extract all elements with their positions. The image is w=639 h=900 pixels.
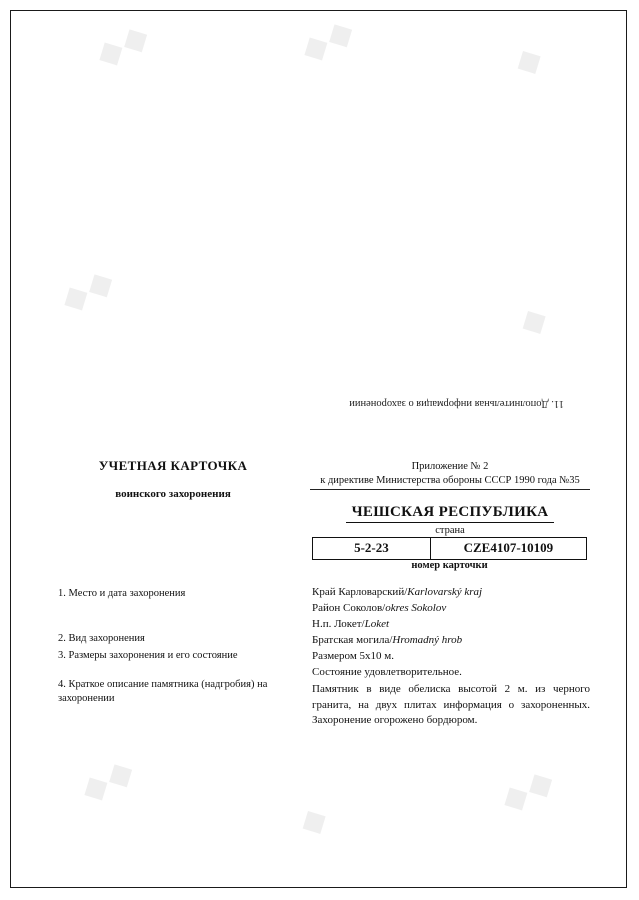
scan-blotch: ◆ xyxy=(508,37,551,84)
value-district-ru: Район Соколов/ xyxy=(312,602,386,614)
value-region-ru: Край Карловарский/ xyxy=(312,586,408,598)
table-row xyxy=(313,538,587,560)
scan-blotch: ◆◆ xyxy=(89,15,157,75)
value-settlement-lat: Loket xyxy=(364,618,390,630)
scan-blotch: ◆◆ xyxy=(54,260,122,320)
card-title-block xyxy=(58,458,288,500)
scan-blotch: ◆ xyxy=(293,797,336,844)
value-burial-type xyxy=(312,634,462,646)
scan-blotch: ◆◆ xyxy=(294,10,362,70)
field-label-size-condition: 3. Размеры захоронения и его состояние xyxy=(58,650,238,661)
value-monument-description: Памятник в виде обелиска высотой 2 м. из черного гранита, на двух плитах информация о захороненных. Захоронение огорожено бордюром. xyxy=(312,683,590,727)
card-number-caption: номер карточки xyxy=(411,560,488,571)
field-label-burial-type: 2. Вид захоронения xyxy=(58,633,145,644)
field-label-monument-description: 4. Краткое описание памятника (надгробия) на захоронении xyxy=(58,679,268,705)
country-label: страна xyxy=(435,525,465,536)
appendix-number: Приложение № 2 xyxy=(411,461,489,472)
value-district xyxy=(312,602,446,614)
country-name: ЧЕШСКАЯ РЕСПУБЛИКА xyxy=(346,504,555,523)
scan-blotch: ◆◆ xyxy=(74,750,142,810)
appendix-directive: к директиве Министерства обороны СССР 1990 года №35 xyxy=(310,474,590,490)
card-subtitle: воинского захоронения xyxy=(115,488,231,500)
additional-info-note: 11. Дополнительная информация о захоронении xyxy=(349,398,564,409)
value-size: Размером 5х10 м. xyxy=(312,650,394,662)
value-settlement-ru: Н.п. Локет/ xyxy=(312,618,365,630)
value-type-ru: Братская могила/ xyxy=(312,634,393,646)
code-left-cell: 5-2-23 xyxy=(313,538,431,560)
scan-blotch: ◆ xyxy=(513,297,556,344)
value-settlement xyxy=(312,618,389,630)
scan-blotch: ◆◆ xyxy=(494,760,562,820)
appendix-reference xyxy=(310,460,590,490)
card-title: УЧЕТНАЯ КАРТОЧКА xyxy=(98,458,248,473)
value-district-lat: okres Sokolov xyxy=(385,602,447,614)
code-right-cell: CZE4107-10109 xyxy=(430,538,586,560)
value-type-lat: Hromadný hrob xyxy=(392,634,463,646)
value-condition: Состояние удовлетворительное. xyxy=(312,666,462,678)
field-label-place-date: 1. Место и дата захоронения xyxy=(58,588,186,599)
country-block xyxy=(310,503,590,536)
value-region xyxy=(312,586,482,598)
card-number-table xyxy=(312,537,587,560)
value-region-lat: Karlovarský kraj xyxy=(407,586,483,598)
